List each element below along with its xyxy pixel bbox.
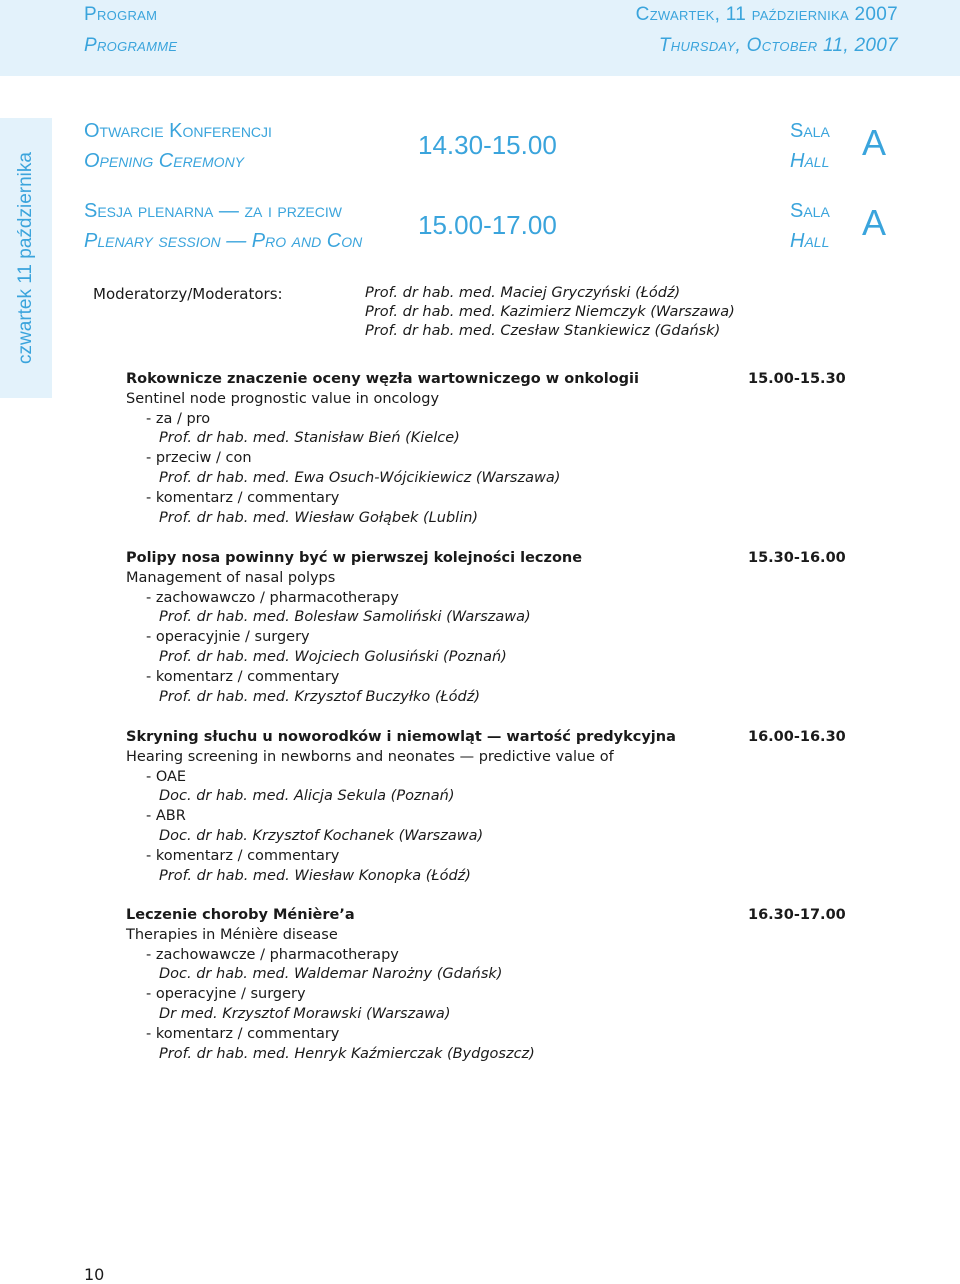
opening-title-pl: Otwarcie Konferencji	[84, 120, 272, 142]
talk-time: 15.00-15.30	[748, 371, 846, 387]
plenary-title-en: Plenary session — Pro and Con	[84, 230, 363, 252]
talk-subtitle: Management of nasal polyps	[126, 569, 336, 586]
speaker-role: - za / pro	[146, 410, 211, 427]
day-sidebar-label: czwartek 11 października	[15, 152, 36, 364]
speaker-name: Dr med. Krzysztof Morawski (Warszawa)	[159, 1006, 451, 1022]
speaker-role: - komentarz / commentary	[146, 847, 340, 864]
speaker-name: Prof. dr hab. med. Bolesław Samoliński (Warszawa)	[159, 609, 531, 626]
moderator-name: Prof. dr hab. med. Czesław Stankiewicz (Gdańsk)	[365, 323, 721, 339]
talk-title: Leczenie choroby Ménière’a	[126, 907, 355, 923]
speaker-name: Doc. dr hab. Krzysztof Kochanek (Warszawa)	[159, 828, 484, 844]
moderators-label: Moderatorzy/Moderators:	[93, 285, 283, 303]
talk-time: 16.30-17.00	[748, 907, 846, 923]
speaker-role: - operacyjnie / surgery	[146, 629, 310, 646]
speaker-role: - komentarz / commentary	[146, 1025, 340, 1042]
plenary-time: 15.00-17.00	[418, 210, 557, 240]
plenary-hall-letter: A	[862, 202, 887, 243]
talk-subtitle: Therapies in Ménière disease	[126, 926, 338, 943]
speaker-name: Prof. dr hab. med. Stanisław Bień (Kielce)	[159, 430, 460, 447]
speaker-name: Doc. dr hab. med. Alicja Sekula (Poznań)	[159, 788, 455, 805]
opening-title-en: Opening Ceremony	[84, 150, 245, 172]
speaker-name: Prof. dr hab. med. Wojciech Golusiński (Poznań)	[159, 649, 507, 665]
speaker-role: - ABR	[146, 808, 186, 825]
speaker-name: Doc. dr hab. med. Waldemar Narożny (Gdańsk)	[159, 966, 503, 983]
moderator-name: Prof. dr hab. med. Kazimierz Niemczyk (Warszawa)	[365, 304, 735, 320]
talk-subtitle: Hearing screening in newborns and neonates — predictive value of	[126, 748, 614, 765]
speaker-role: - zachowawczo / pharmacotherapy	[146, 589, 399, 606]
opening-hall: Hall	[790, 150, 830, 172]
opening-time: 14.30-15.00	[418, 130, 557, 160]
talk-subtitle: Sentinel node prognostic value in oncology	[126, 390, 440, 407]
talk-time: 15.30-16.00	[748, 550, 846, 566]
talk-title: Skryning słuchu u noworodków i niemowląt — wartość predykcyjna	[126, 729, 676, 745]
page-header	[0, 0, 960, 76]
speaker-role: - operacyjne / surgery	[146, 986, 306, 1003]
plenary-title-pl: Sesja plenarna — za i przeciw	[84, 200, 342, 222]
speaker-name: Prof. dr hab. med. Henryk Kaźmierczak (Bydgoszcz)	[159, 1045, 535, 1062]
speaker-role: - OAE	[146, 768, 187, 785]
speaker-name: Prof. dr hab. med. Wiesław Gołąbek (Lublin)	[159, 509, 479, 526]
speaker-name: Prof. dr hab. med. Krzysztof Buczyłko (Łódź)	[159, 688, 480, 705]
opening-sala: Sala	[790, 120, 830, 142]
talk-title: Polipy nosa powinny być w pierwszej kolejności leczone	[126, 550, 583, 566]
page-number: 10	[84, 1265, 105, 1284]
speaker-role: - zachowawcze / pharmacotherapy	[146, 946, 399, 963]
header-date-en: Thursday, October 11, 2007	[658, 35, 898, 56]
speaker-role: - komentarz / commentary	[146, 668, 340, 685]
header-program-en: Programme	[84, 35, 178, 56]
moderator-name: Prof. dr hab. med. Maciej Gryczyński (Łódź)	[365, 285, 681, 301]
header-program-pl: Program	[84, 4, 158, 25]
speaker-name: Prof. dr hab. med. Ewa Osuch-Wójcikiewicz (Warszawa)	[159, 470, 561, 486]
speaker-role: - przeciw / con	[146, 450, 252, 467]
plenary-sala: Sala	[790, 200, 830, 222]
header-date-pl: Czwartek, 11 października 2007	[635, 4, 898, 25]
plenary-hall: Hall	[790, 230, 830, 252]
speaker-role: - komentarz / commentary	[146, 489, 340, 506]
talk-time: 16.00-16.30	[748, 729, 846, 745]
talk-title: Rokownicze znaczenie oceny węzła wartowniczego w onkologii	[126, 371, 640, 387]
speaker-name: Prof. dr hab. med. Wiesław Konopka (Łódź)	[159, 867, 471, 884]
opening-hall-letter: A	[862, 122, 887, 163]
